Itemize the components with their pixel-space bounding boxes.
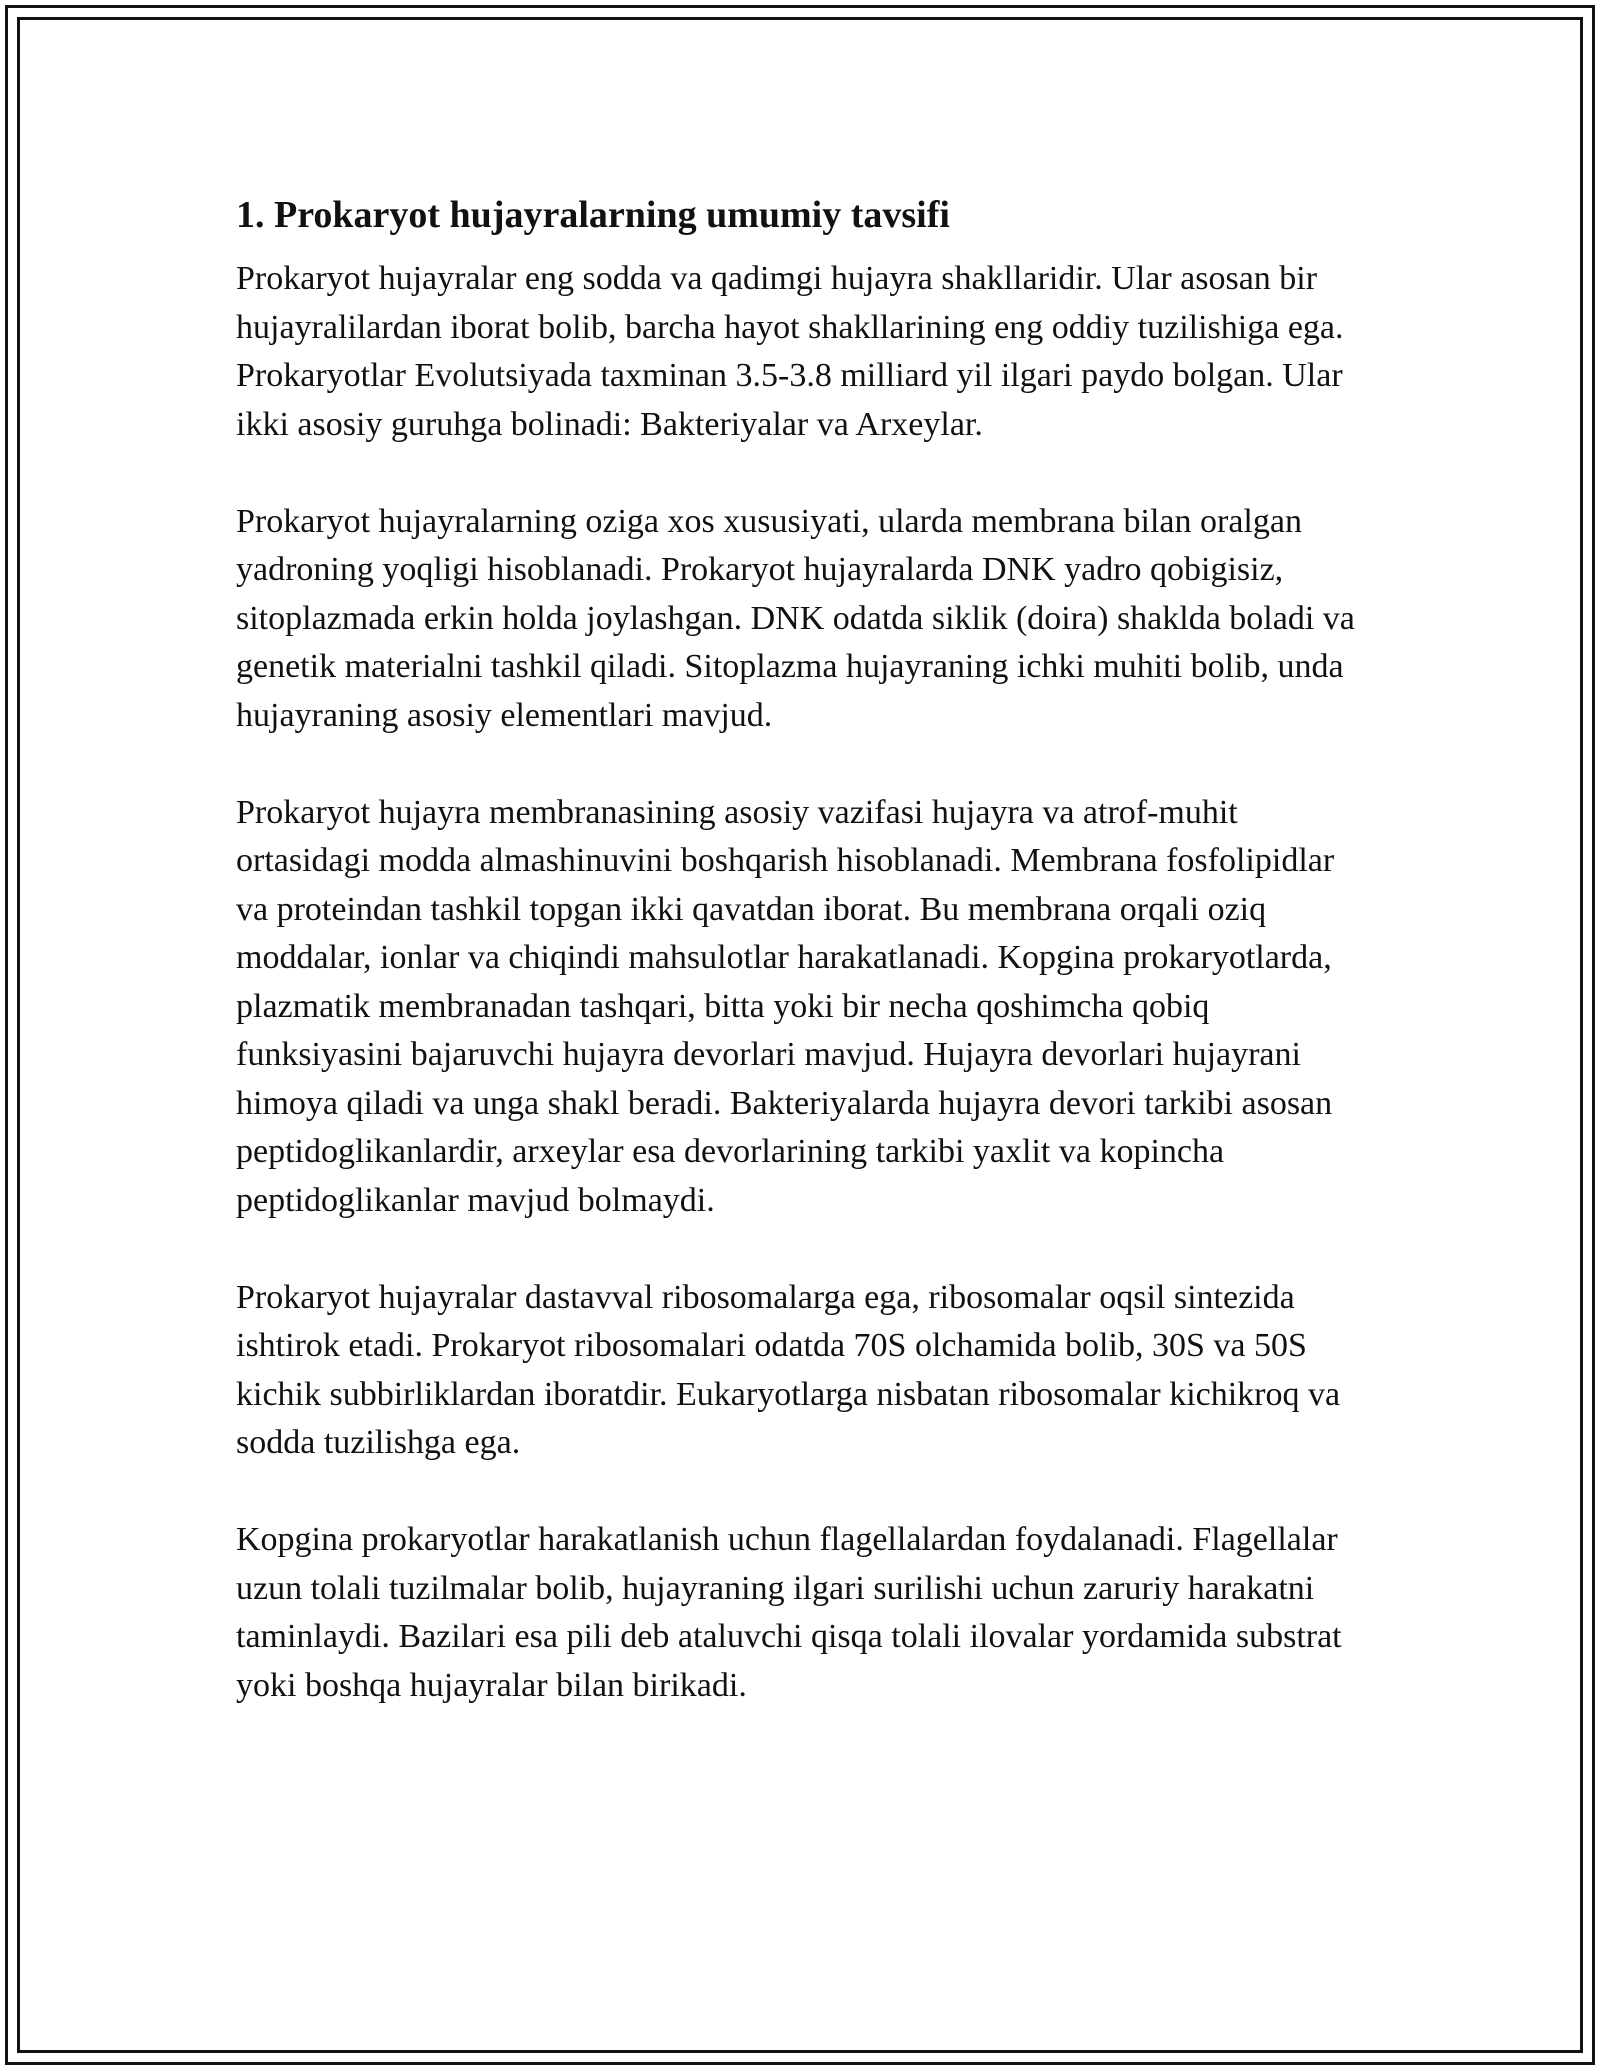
paragraph-ribosomes: Prokaryot hujayralar dastavval ribosomalarga ega, ribosomalar oqsil sintezida ishtirok etadi. Prokaryot ribosomalari odatda 70S olchamida bolib, 30S va 50S kichik subbirliklardan iboratdir. Eukaryotlarga nisbatan ribosomalar kichikroq va sodda tuzilishga ega. — [236, 1278, 1341, 1461]
section-heading: 1. Prokaryot hujayralarning umumiy tavsifi — [236, 194, 950, 236]
paragraph-overview: Prokaryot hujayralar eng sodda va qadimgi hujayra shakllaridir. Ular asosan bir hujayralilardan iborat bolib, barcha hayot shakllarining eng oddiy tuzilishiga ega. Prokaryotlar Evolutsiyada taxminan 3.5-3.8 milliard yil ilgari paydo bolgan. Ular ikki asosiy guruhga bolinadi: Bakteriyalar va Arxeylar. — [236, 260, 1344, 443]
paragraph-membrane: Prokaryot hujayra membranasining asosiy vazifasi hujayra va atrof-muhit ortasidagi modda almashinuvini boshqarish hisoblanadi. Membrana fosfolipidlar va proteindan tashkil topgan ikki qavatdan iborat. Bu membrana orqali oziq moddalar, ionlar va chiqindi mahsulotlar harakatlanadi. Kopgina prokaryotlarda, plazmatik membranadan tashqari, bitta yoki bir necha qoshimcha qobiq funksiyasini bajaruvchi hujayra devorlari mavjud. Hujayra devorlari hujayrani himoya qiladi va unga shakl beradi. Bakteriyalarda hujayra devori tarkibi asosan peptidoglikanlardir, arxeylar esa devorlarining tarkibi yaxlit va kopincha peptidoglikanlar mavjud bolmaydi. — [236, 793, 1335, 1219]
paragraph-flagella: Kopgina prokaryotlar harakatlanish uchun flagellalardan foydalanadi. Flagellalar uzun tolali tuzilmalar bolib, hujayraning ilgari surilishi uchun zaruriy harakatni taminlaydi. Bazilari esa pili deb ataluvchi qisqa tolali ilovalar yordamida substrat yoki boshqa hujayralar bilan birikadi. — [236, 1521, 1342, 1704]
document-body — [236, 183, 1364, 1710]
paragraph-nucleoid: Prokaryot hujayralarning oziga xos xususiyati, ularda membrana bilan oralgan yadroning yoqligi hisoblanadi. Prokaryot hujayralarda DNK yadro qobigisiz, sitoplazmada erkin holda joylashgan. DNK odatda siklik (doira) shaklda boladi va genetik materialni tashkil qiladi. Sitoplazma hujayraning ichki muhiti bolib, unda hujayraning asosiy elementlari mavjud. — [236, 502, 1355, 734]
